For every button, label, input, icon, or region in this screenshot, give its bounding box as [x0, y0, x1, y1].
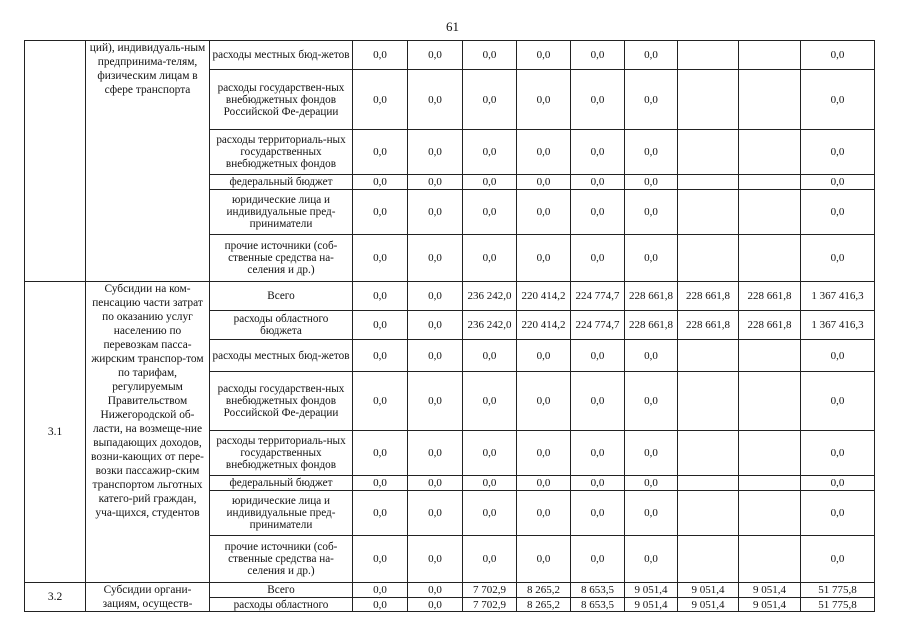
value-cell: [678, 70, 739, 130]
item-description: Субсидии органи-зациям, осуществ-: [86, 583, 210, 612]
value-cell: 0,0: [353, 598, 408, 612]
value-cell: 0,0: [517, 431, 571, 476]
value-cell: 0,0: [517, 536, 571, 583]
value-cell: [739, 190, 801, 235]
value-cell: [739, 175, 801, 190]
value-cell: 0,0: [408, 583, 463, 598]
value-cell: 0,0: [625, 190, 678, 235]
item-number: 3.1: [25, 282, 86, 583]
value-cell: 0,0: [408, 175, 463, 190]
value-cell: 8 653,5: [571, 583, 625, 598]
value-cell: 0,0: [517, 235, 571, 282]
value-cell: 0,0: [463, 235, 517, 282]
value-cell: 0,0: [353, 476, 408, 491]
value-cell: [678, 190, 739, 235]
value-cell: 0,0: [801, 130, 875, 175]
value-cell: 0,0: [353, 175, 408, 190]
table-row: [25, 583, 875, 598]
value-cell: 0,0: [408, 536, 463, 583]
value-cell: 0,0: [463, 130, 517, 175]
value-cell: [678, 130, 739, 175]
value-cell: 0,0: [625, 491, 678, 536]
value-cell: 0,0: [408, 235, 463, 282]
value-cell: 0,0: [801, 536, 875, 583]
value-cell: [678, 372, 739, 431]
value-cell: 0,0: [571, 491, 625, 536]
value-cell: [739, 235, 801, 282]
value-cell: 0,0: [801, 235, 875, 282]
value-cell: 0,0: [353, 536, 408, 583]
funding-source: расходы областного: [210, 598, 353, 612]
value-cell: [739, 340, 801, 372]
value-cell: 0,0: [801, 372, 875, 431]
value-cell: 0,0: [801, 491, 875, 536]
value-cell: 9 051,4: [678, 598, 739, 612]
item-description: ций), индивидуаль-ным предпринима-телям, физическим лицам в сфере транспорта: [86, 41, 210, 282]
value-cell: 0,0: [571, 536, 625, 583]
value-cell: [739, 536, 801, 583]
value-cell: 0,0: [463, 340, 517, 372]
value-cell: 0,0: [408, 340, 463, 372]
value-cell: 224 774,7: [571, 282, 625, 311]
value-cell: [678, 536, 739, 583]
funding-source: юридические лица и индивидуальные пред-приниматели: [210, 491, 353, 536]
value-cell: 0,0: [517, 175, 571, 190]
value-cell: 0,0: [625, 130, 678, 175]
value-cell: 0,0: [353, 372, 408, 431]
value-cell: 1 367 416,3: [801, 282, 875, 311]
value-cell: 0,0: [625, 175, 678, 190]
funding-source: Всего: [210, 282, 353, 311]
value-cell: 0,0: [571, 70, 625, 130]
budget-table: [24, 40, 875, 612]
value-cell: 0,0: [353, 41, 408, 70]
value-cell: 0,0: [353, 70, 408, 130]
value-cell: 0,0: [571, 190, 625, 235]
value-cell: 0,0: [463, 175, 517, 190]
funding-source: расходы территориаль-ных государственных внебюджетных фондов: [210, 431, 353, 476]
value-cell: 0,0: [463, 476, 517, 491]
value-cell: [678, 175, 739, 190]
value-cell: 0,0: [571, 476, 625, 491]
value-cell: [678, 491, 739, 536]
value-cell: [739, 431, 801, 476]
value-cell: [678, 476, 739, 491]
value-cell: 0,0: [517, 130, 571, 175]
value-cell: [739, 70, 801, 130]
value-cell: 0,0: [463, 41, 517, 70]
value-cell: 0,0: [353, 282, 408, 311]
value-cell: 0,0: [353, 190, 408, 235]
value-cell: 51 775,8: [801, 583, 875, 598]
value-cell: 228 661,8: [678, 311, 739, 340]
value-cell: 0,0: [517, 476, 571, 491]
value-cell: 228 661,8: [625, 282, 678, 311]
funding-source: юридические лица и индивидуальные пред-приниматели: [210, 190, 353, 235]
item-number: [25, 41, 86, 282]
funding-source: расходы государствен-ных внебюджетных фондов Российской Фе-дерации: [210, 372, 353, 431]
funding-source: федеральный бюджет: [210, 175, 353, 190]
value-cell: 228 661,8: [739, 282, 801, 311]
value-cell: 9 051,4: [678, 583, 739, 598]
value-cell: [739, 372, 801, 431]
value-cell: [678, 235, 739, 282]
value-cell: 236 242,0: [463, 282, 517, 311]
funding-source: расходы областного бюджета: [210, 311, 353, 340]
funding-source: Всего: [210, 583, 353, 598]
value-cell: 228 661,8: [678, 282, 739, 311]
value-cell: 0,0: [408, 282, 463, 311]
funding-source: федеральный бюджет: [210, 476, 353, 491]
value-cell: 0,0: [408, 372, 463, 431]
value-cell: 224 774,7: [571, 311, 625, 340]
value-cell: 9 051,4: [625, 598, 678, 612]
value-cell: 0,0: [517, 340, 571, 372]
value-cell: 0,0: [625, 476, 678, 491]
value-cell: 0,0: [625, 536, 678, 583]
value-cell: 0,0: [463, 372, 517, 431]
value-cell: 8 265,2: [517, 583, 571, 598]
funding-source: прочие источники (соб-ственные средства на-селения и др.): [210, 536, 353, 583]
value-cell: 0,0: [801, 340, 875, 372]
value-cell: 0,0: [353, 130, 408, 175]
value-cell: 0,0: [625, 70, 678, 130]
table-row: [25, 282, 875, 311]
value-cell: 0,0: [408, 190, 463, 235]
value-cell: [739, 491, 801, 536]
value-cell: [678, 431, 739, 476]
value-cell: 0,0: [571, 372, 625, 431]
value-cell: 9 051,4: [625, 583, 678, 598]
value-cell: 0,0: [517, 41, 571, 70]
value-cell: 0,0: [408, 311, 463, 340]
value-cell: 0,0: [353, 583, 408, 598]
value-cell: 0,0: [517, 491, 571, 536]
value-cell: 8 653,5: [571, 598, 625, 612]
value-cell: 0,0: [571, 340, 625, 372]
value-cell: 0,0: [408, 476, 463, 491]
value-cell: 220 414,2: [517, 311, 571, 340]
value-cell: 0,0: [571, 41, 625, 70]
funding-source: расходы государствен-ных внебюджетных фондов Российской Фе-дерации: [210, 70, 353, 130]
value-cell: 0,0: [571, 235, 625, 282]
item-description: Субсидии на ком-пенсацию части затрат по оказанию услуг населению по перевозкам пасса-жирским транспор-том по тарифам, регулируемым Правительством Нижегородской об-ласти, на возмеще-ние выпадающих доходов, возни-кающих от пере-возки пассажир-ским транспортом льготных катего-рий граждан, уча-щихся, студентов: [86, 282, 210, 583]
value-cell: 0,0: [408, 70, 463, 130]
value-cell: 0,0: [801, 431, 875, 476]
value-cell: 0,0: [463, 70, 517, 130]
value-cell: 0,0: [801, 175, 875, 190]
value-cell: 7 702,9: [463, 598, 517, 612]
value-cell: 1 367 416,3: [801, 311, 875, 340]
value-cell: 0,0: [571, 431, 625, 476]
value-cell: 0,0: [625, 431, 678, 476]
table-row: [25, 41, 875, 70]
value-cell: 7 702,9: [463, 583, 517, 598]
value-cell: [739, 41, 801, 70]
value-cell: 0,0: [353, 311, 408, 340]
value-cell: 8 265,2: [517, 598, 571, 612]
value-cell: 0,0: [625, 235, 678, 282]
value-cell: [739, 130, 801, 175]
value-cell: 0,0: [801, 476, 875, 491]
value-cell: [739, 476, 801, 491]
value-cell: 9 051,4: [739, 598, 801, 612]
value-cell: 51 775,8: [801, 598, 875, 612]
value-cell: 0,0: [625, 340, 678, 372]
value-cell: [678, 340, 739, 372]
value-cell: 0,0: [408, 41, 463, 70]
funding-source: прочие источники (соб-ственные средства на-селения и др.): [210, 235, 353, 282]
value-cell: 0,0: [801, 190, 875, 235]
value-cell: 0,0: [353, 491, 408, 536]
value-cell: 0,0: [517, 70, 571, 130]
value-cell: 0,0: [408, 130, 463, 175]
value-cell: 0,0: [353, 340, 408, 372]
value-cell: 0,0: [463, 536, 517, 583]
value-cell: 228 661,8: [625, 311, 678, 340]
funding-source: расходы местных бюд-жетов: [210, 340, 353, 372]
value-cell: 0,0: [801, 70, 875, 130]
item-number: 3.2: [25, 583, 86, 612]
value-cell: 0,0: [625, 41, 678, 70]
value-cell: 0,0: [517, 190, 571, 235]
value-cell: 9 051,4: [739, 583, 801, 598]
value-cell: 0,0: [353, 235, 408, 282]
value-cell: [678, 41, 739, 70]
value-cell: 236 242,0: [463, 311, 517, 340]
value-cell: 0,0: [408, 491, 463, 536]
value-cell: 0,0: [408, 431, 463, 476]
value-cell: 0,0: [571, 130, 625, 175]
funding-source: расходы местных бюд-жетов: [210, 41, 353, 70]
value-cell: 0,0: [463, 190, 517, 235]
funding-source: расходы территориаль-ных государственных внебюджетных фондов: [210, 130, 353, 175]
value-cell: 0,0: [625, 372, 678, 431]
value-cell: 0,0: [408, 598, 463, 612]
value-cell: 0,0: [353, 431, 408, 476]
value-cell: 228 661,8: [739, 311, 801, 340]
value-cell: 0,0: [517, 372, 571, 431]
value-cell: 220 414,2: [517, 282, 571, 311]
value-cell: 0,0: [463, 431, 517, 476]
value-cell: 0,0: [571, 175, 625, 190]
value-cell: 0,0: [463, 491, 517, 536]
value-cell: 0,0: [801, 41, 875, 70]
page-number: 61: [446, 19, 459, 34]
